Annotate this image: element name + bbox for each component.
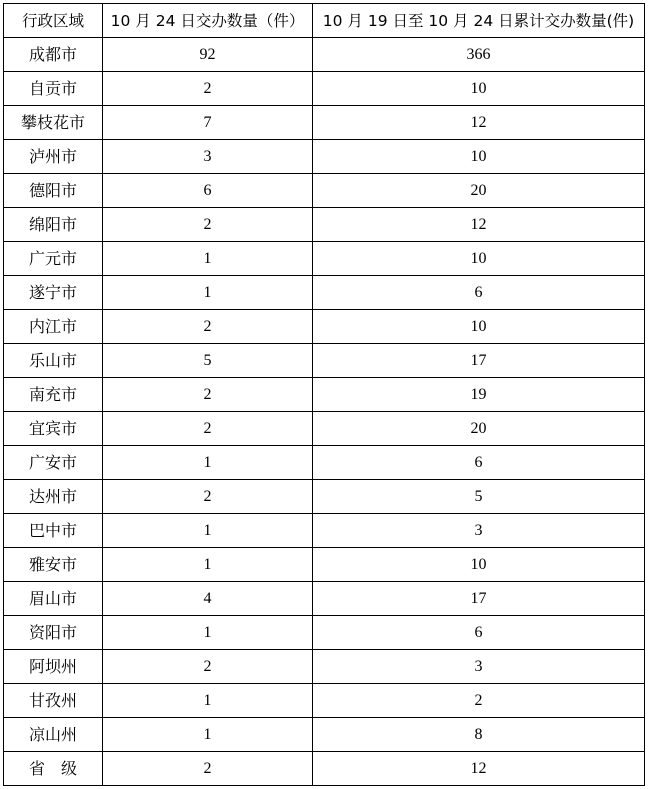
table-row	[4, 106, 645, 140]
header-cumulative-count: 10 月 19 日至 10 月 24 日累计交办数量(件)	[313, 4, 645, 38]
today-count-cell: 4	[103, 582, 313, 616]
region-cell: 巴中市	[4, 514, 103, 548]
region-cell: 宜宾市	[4, 412, 103, 446]
region-cell: 达州市	[4, 480, 103, 514]
cumulative-count-cell: 10	[313, 242, 645, 276]
table-row	[4, 752, 645, 786]
table-row	[4, 140, 645, 174]
table-row	[4, 38, 645, 72]
table-row	[4, 310, 645, 344]
region-cell: 凉山州	[4, 718, 103, 752]
header-region: 行政区域	[4, 4, 103, 38]
table-row	[4, 378, 645, 412]
table-row	[4, 480, 645, 514]
region-cell: 眉山市	[4, 582, 103, 616]
cumulative-count-cell: 366	[313, 38, 645, 72]
region-cell: 泸州市	[4, 140, 103, 174]
region-cell: 内江市	[4, 310, 103, 344]
today-count-cell: 2	[103, 72, 313, 106]
region-cell: 雅安市	[4, 548, 103, 582]
today-count-cell: 6	[103, 174, 313, 208]
today-count-cell: 1	[103, 276, 313, 310]
today-count-cell: 1	[103, 548, 313, 582]
table-row	[4, 684, 645, 718]
region-cell: 成都市	[4, 38, 103, 72]
cumulative-count-cell: 12	[313, 208, 645, 242]
assignment-table	[3, 3, 645, 786]
cumulative-count-cell: 10	[313, 72, 645, 106]
table-row	[4, 72, 645, 106]
cumulative-count-cell: 10	[313, 140, 645, 174]
region-cell: 资阳市	[4, 616, 103, 650]
cumulative-count-cell: 12	[313, 106, 645, 140]
table-row	[4, 412, 645, 446]
region-cell: 广安市	[4, 446, 103, 480]
today-count-cell: 2	[103, 208, 313, 242]
region-cell: 德阳市	[4, 174, 103, 208]
cumulative-count-cell: 17	[313, 344, 645, 378]
cumulative-count-cell: 20	[313, 412, 645, 446]
region-cell: 甘孜州	[4, 684, 103, 718]
table-row	[4, 650, 645, 684]
table-row	[4, 242, 645, 276]
table-row	[4, 548, 645, 582]
cumulative-count-cell: 3	[313, 650, 645, 684]
region-cell: 自贡市	[4, 72, 103, 106]
cumulative-count-cell: 6	[313, 276, 645, 310]
cumulative-count-cell: 6	[313, 616, 645, 650]
today-count-cell: 2	[103, 378, 313, 412]
today-count-cell: 2	[103, 310, 313, 344]
today-count-cell: 1	[103, 446, 313, 480]
cumulative-count-cell: 19	[313, 378, 645, 412]
region-cell: 南充市	[4, 378, 103, 412]
cumulative-count-cell: 12	[313, 752, 645, 786]
table-container	[3, 3, 645, 786]
today-count-cell: 2	[103, 412, 313, 446]
cumulative-count-cell: 6	[313, 446, 645, 480]
today-count-cell: 7	[103, 106, 313, 140]
table-header-row	[4, 4, 645, 38]
cumulative-count-cell: 10	[313, 548, 645, 582]
cumulative-count-cell: 20	[313, 174, 645, 208]
region-cell: 阿坝州	[4, 650, 103, 684]
today-count-cell: 5	[103, 344, 313, 378]
today-count-cell: 1	[103, 718, 313, 752]
table-row	[4, 344, 645, 378]
today-count-cell: 2	[103, 752, 313, 786]
cumulative-count-cell: 3	[313, 514, 645, 548]
cumulative-count-cell: 10	[313, 310, 645, 344]
table-row	[4, 208, 645, 242]
region-cell: 省 级	[4, 752, 103, 786]
table-row	[4, 616, 645, 650]
today-count-cell: 1	[103, 514, 313, 548]
table-row	[4, 582, 645, 616]
region-cell: 乐山市	[4, 344, 103, 378]
region-cell: 攀枝花市	[4, 106, 103, 140]
table-row	[4, 514, 645, 548]
region-cell: 广元市	[4, 242, 103, 276]
today-count-cell: 92	[103, 38, 313, 72]
today-count-cell: 2	[103, 480, 313, 514]
today-count-cell: 3	[103, 140, 313, 174]
table-row	[4, 446, 645, 480]
header-today-count: 10 月 24 日交办数量（件）	[103, 4, 313, 38]
today-count-cell: 1	[103, 684, 313, 718]
today-count-cell: 2	[103, 650, 313, 684]
cumulative-count-cell: 5	[313, 480, 645, 514]
table-body	[4, 38, 645, 786]
cumulative-count-cell: 8	[313, 718, 645, 752]
cumulative-count-cell: 17	[313, 582, 645, 616]
today-count-cell: 1	[103, 616, 313, 650]
cumulative-count-cell: 2	[313, 684, 645, 718]
today-count-cell: 1	[103, 242, 313, 276]
region-cell: 绵阳市	[4, 208, 103, 242]
table-row	[4, 276, 645, 310]
region-cell: 遂宁市	[4, 276, 103, 310]
table-row	[4, 718, 645, 752]
table-row	[4, 174, 645, 208]
